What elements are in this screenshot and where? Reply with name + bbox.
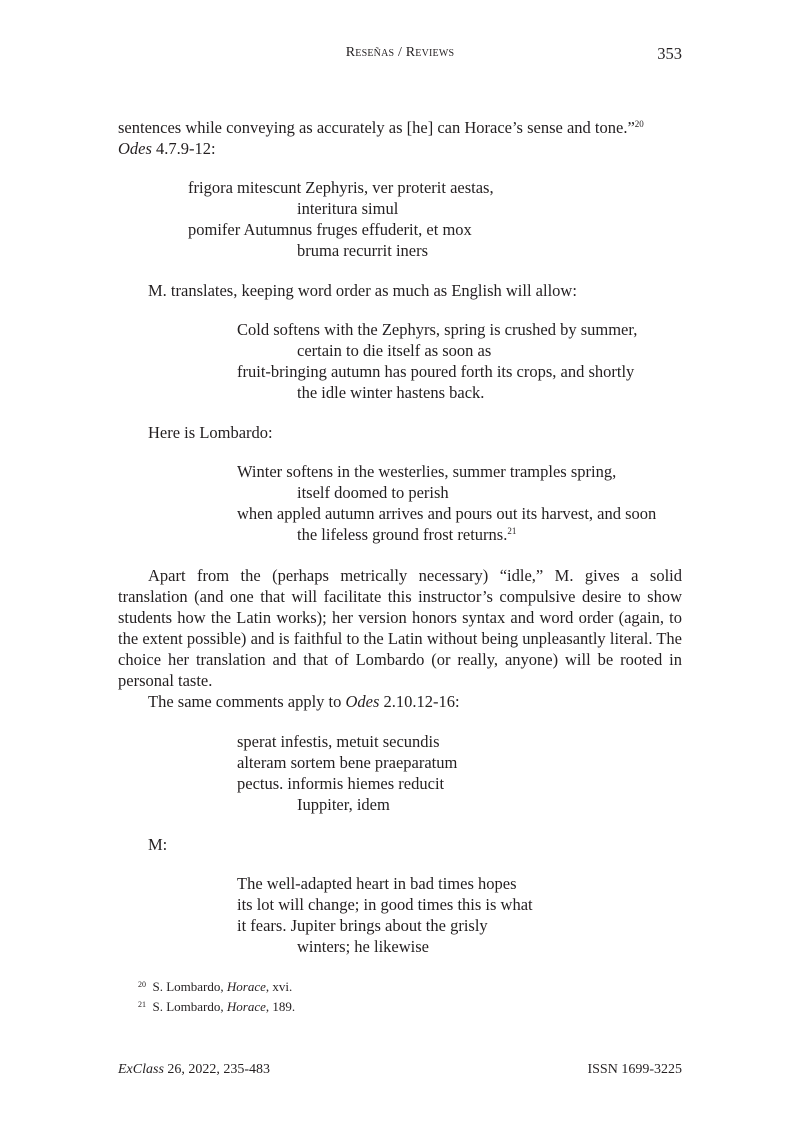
verse-line: Winter softens in the westerlies, summer tramples spring, [237, 462, 617, 481]
footnote-number: 21 [138, 1000, 146, 1009]
verse-text: the lifeless ground frost returns. [297, 525, 508, 544]
odes-title: Odes [345, 692, 380, 711]
page-number: 353 [657, 44, 682, 63]
intro-text: sentences while conveying as accurately as [he] can Horace’s sense and tone.” [118, 118, 635, 137]
journal-name: ExClass [118, 1062, 164, 1077]
verse-line: fruit-bringing autumn has poured forth its crops, and shortly [237, 362, 635, 381]
text: S. Lombardo, [152, 979, 227, 994]
verse-line: The well-adapted heart in bad times hopes [237, 874, 517, 893]
odes-title: Odes [118, 139, 152, 158]
intro-line [118, 117, 644, 138]
verse-line: pectus. informis hiemes reducit [237, 774, 445, 793]
lombardo-intro: Here is Lombardo: [148, 423, 273, 442]
text: S. Lombardo, [152, 999, 227, 1014]
verse-line: interitura simul [297, 199, 399, 218]
body-paragraph: Apart from the (perhaps metrically necessary) “idle,” M. gives a solid translation (and one that will facilitate this instructor’s compulsive desire to show students how the Latin works); her version honors syntax and word order (again, to the extent possible) and is faithful to the Latin without being unpleasantly literal. The choice her translation and that of Lombardo (or really, anyone) will be rooted in personal taste. [118, 566, 682, 690]
m-translates-intro: M. translates, keeping word order as much as English will allow: [148, 281, 577, 300]
verse-line: when appled autumn arrives and pours out its harvest, and soon [237, 504, 657, 523]
verse-line: certain to die itself as soon as [297, 341, 492, 360]
footer-issn: ISSN 1699-3225 [587, 1062, 682, 1077]
running-title: Reseñas / Reviews [345, 45, 455, 60]
footnote-ref[interactable]: 21 [507, 526, 517, 536]
book-title: Horace [226, 999, 266, 1014]
verse-line: pomifer Autumnus fruges effuderit, et mox [188, 220, 472, 239]
footer-journal [118, 1061, 270, 1079]
verse-line: it fears. Jupiter brings about the grisly [237, 916, 488, 935]
text: , xvi. [265, 979, 293, 994]
odes-reference [118, 138, 216, 159]
verse-line: sperat infestis, metuit secundis [237, 732, 440, 751]
verse-line: Cold softens with the Zephyrs, spring is crushed by summer, [237, 320, 638, 339]
footnote-21 [138, 998, 295, 1016]
footnote-ref[interactable]: 20 [634, 119, 644, 129]
verse-line: itself doomed to perish [297, 483, 449, 502]
verse-line [297, 524, 516, 545]
text: , 189. [265, 999, 296, 1014]
verse-line: the idle winter hastens back. [297, 383, 485, 402]
verse-line: frigora mitescunt Zephyris, ver proterit aestas, [188, 178, 494, 197]
verse-line: bruma recurrit iners [297, 241, 429, 260]
verse-line: Iuppiter, idem [297, 795, 390, 814]
journal-volume: 26, 2022, 235-483 [163, 1062, 271, 1077]
text: The same comments apply to [148, 692, 346, 711]
footnote-20 [138, 978, 292, 996]
odes-ref-number: 4.7.9-12: [151, 139, 216, 158]
text: 2.10.12-16: [379, 692, 460, 711]
book-title: Horace [226, 979, 266, 994]
verse-line: its lot will change; in good times this is what [237, 895, 533, 914]
verse-line: alteram sortem bene praeparatum [237, 753, 458, 772]
same-comments-line [148, 691, 460, 712]
verse-line: winters; he likewise [297, 937, 429, 956]
m-label: M: [148, 835, 168, 854]
footnote-number: 20 [138, 980, 146, 989]
